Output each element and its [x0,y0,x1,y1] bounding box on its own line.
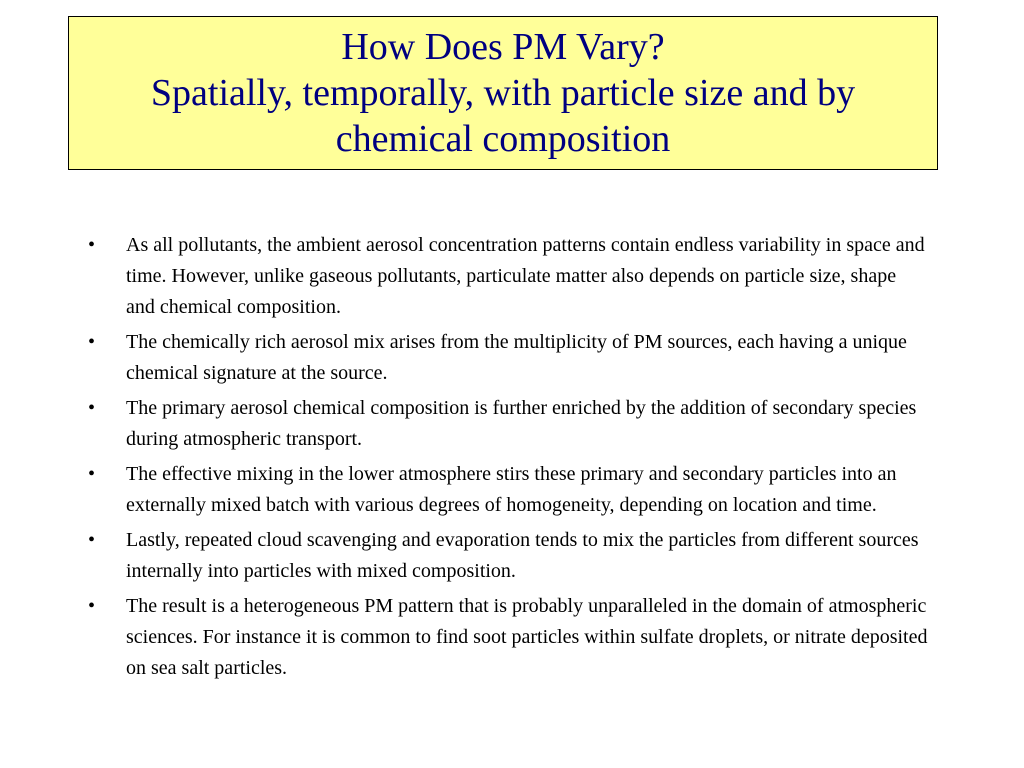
slide-title-box [68,16,938,170]
bullet-list [88,230,928,688]
bullet-icon: • [88,234,96,256]
bullet-text: As all pollutants, the ambient aerosol concentration patterns contain endless variability in space and time. However, unlike gaseous pollutants, particulate matter also depends on particle size, shape and chemical composition. [126,234,925,318]
bullet-item [88,327,928,389]
bullet-text: The chemically rich aerosol mix arises from the multiplicity of PM sources, each having a unique chemical signature at the source. [126,331,907,384]
bullet-item [88,459,928,521]
bullet-icon: • [88,595,96,617]
bullet-text: The primary aerosol chemical composition is further enriched by the addition of secondary species during atmospheric transport. [126,397,917,450]
slide-title-line-3: chemical composition [335,118,671,160]
bullet-icon: • [88,463,96,485]
bullet-text: The result is a heterogeneous PM pattern that is probably unparalleled in the domain of atmospheric sciences. For instance it is common to find soot particles within sulfate droplets, or nitrate deposited on sea salt particles. [126,595,928,679]
slide-title-line-1: How Does PM Vary? [341,26,665,68]
bullet-icon: • [88,529,96,551]
bullet-item [88,525,928,587]
bullet-icon: • [88,397,96,419]
bullet-item [88,393,928,455]
bullet-text: Lastly, repeated cloud scavenging and evaporation tends to mix the particles from different sources internally into particles with mixed composition. [126,529,919,582]
bullet-text: The effective mixing in the lower atmosphere stirs these primary and secondary particles into an externally mixed batch with various degrees of homogeneity, depending on location and time. [126,463,897,516]
bullet-item [88,591,928,684]
slide-title-line-2: Spatially, temporally, with particle size and by [150,72,856,114]
bullet-item [88,230,928,323]
bullet-icon: • [88,331,96,353]
